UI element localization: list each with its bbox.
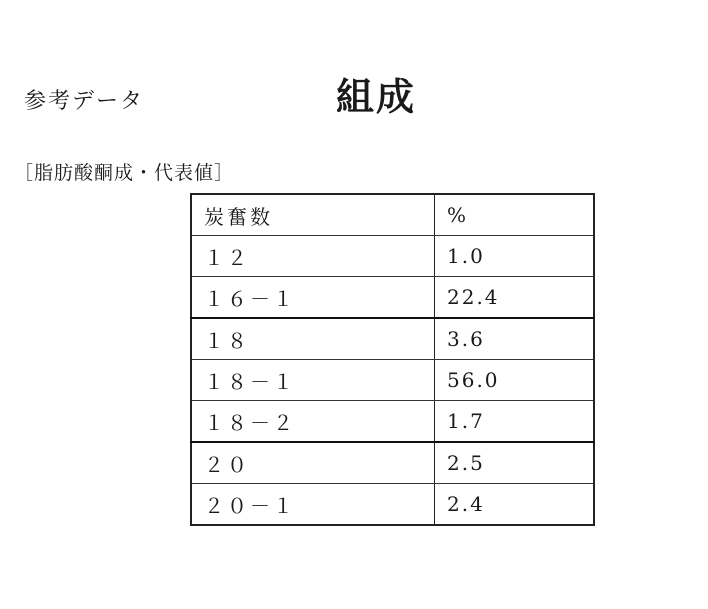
table-row — [191, 442, 594, 484]
table-row — [191, 401, 594, 443]
carbon-number-cell: １２ — [191, 236, 435, 277]
carbon-number-cell: ２０ — [191, 442, 435, 484]
page-title: 組成 — [336, 75, 417, 119]
section-heading: ［脂肪酸酮成・代表値］ — [14, 162, 235, 184]
percent-cell: 2.5 — [435, 442, 595, 484]
percent-cell: 1.7 — [435, 401, 595, 443]
table-row — [191, 277, 594, 319]
table-row — [191, 484, 594, 526]
percent-cell: 22.4 — [435, 277, 595, 319]
column-header-percent: % — [435, 194, 595, 236]
table-header-row — [191, 194, 594, 236]
percent-cell: 1.0 — [435, 236, 595, 277]
table-row — [191, 360, 594, 401]
percent-cell: 2.4 — [435, 484, 595, 526]
fatty-acid-composition-table — [190, 193, 595, 526]
carbon-number-cell: １６－１ — [191, 277, 435, 319]
carbon-number-cell: １８－２ — [191, 401, 435, 443]
column-header-carbon-number: 炭奮数 — [191, 194, 435, 236]
table-row — [191, 318, 594, 360]
carbon-number-cell: ２０－１ — [191, 484, 435, 526]
percent-cell: 56.0 — [435, 360, 595, 401]
table-row — [191, 236, 594, 277]
percent-cell: 3.6 — [435, 318, 595, 360]
reference-data-label: 参考データ — [24, 89, 145, 114]
carbon-number-cell: １８ — [191, 318, 435, 360]
carbon-number-cell: １８－１ — [191, 360, 435, 401]
